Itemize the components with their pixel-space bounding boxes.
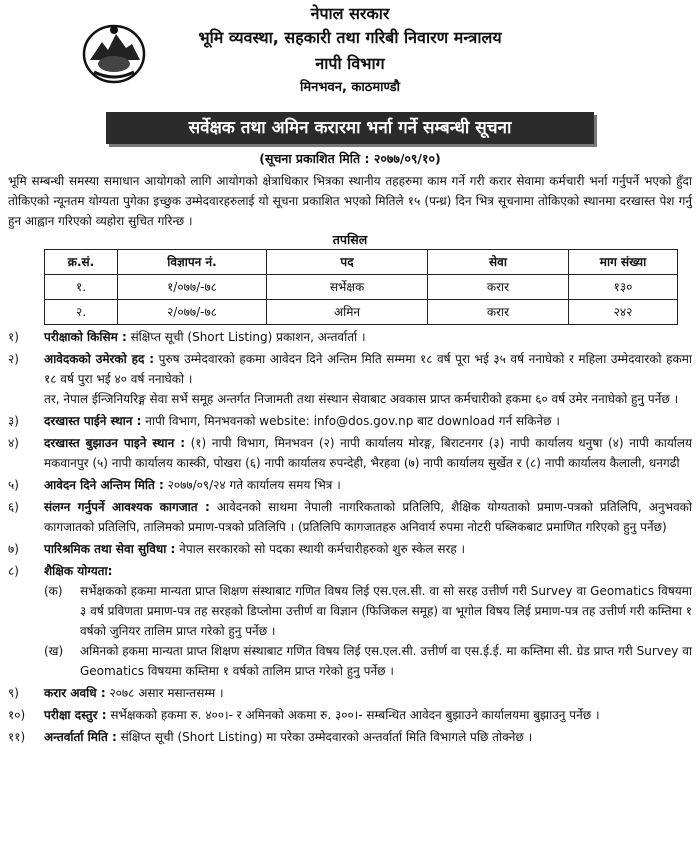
item-number: ११) xyxy=(8,729,26,744)
col-demand: माग संख्या xyxy=(569,249,678,274)
govt-title: नेपाल सरकार xyxy=(310,4,390,23)
col-post: पद xyxy=(267,249,428,274)
item-extra: तर, नेपाल ईन्जिनियरिङ्ग सेवा सर्भे समूह अन्तर्गत निजामती तथा संस्थान सेवाबाट अवकास प्राप्त कर्मचारीको हकमा ६० वर्ष उमेर ननाघेको हुनु पर्नेछ । xyxy=(44,391,679,406)
item-number: ३) xyxy=(8,413,19,428)
table-header-row xyxy=(45,249,678,274)
item-text: संक्षिप्त सूची (Short Listing) मा परेका उम्मेदवारको अन्तर्वार्ता मिति विभागले पछि तोक्नेछ । xyxy=(116,729,533,744)
list-item xyxy=(8,327,692,347)
notice-banner: सर्वेक्षक तथा अमिन करारमा भर्ना गर्ने सम्बन्धी सूचना xyxy=(106,112,594,144)
publish-date: (सूचना प्रकाशित मिति : २०७७/०९/१०) xyxy=(259,151,441,166)
cell: करार xyxy=(428,299,569,324)
item-label: परीक्षा दस्तुर : xyxy=(44,707,107,722)
item-text: सर्भेक्षकको हकमा रु. ४००।- र अमिनको अकमा रु. ३००।- सम्बन्धित आवेदन बुझाउने कार्यालयमा बुझाउनु पर्नेछ । xyxy=(106,707,600,722)
cell: २४२ xyxy=(569,299,678,324)
item-text: आवेदनको साथमा नेपाली नागरिकताको प्रतिलिपि, शैक्षिक योग्यताको प्रमाण-पत्रको प्रतिलिपि, अनुभवको कागजातको प्रतिलिपि, तालिमको प्रमाण-पत्रको प्रतिलिपि । (प्रतिलिपि कागजातहरु अनिवार्य रुपमा नोटरी पब्लिकबाट प्रमाणित गरिएको हुनु पर्नेछ) xyxy=(44,499,692,534)
cell: २. xyxy=(45,299,118,324)
ministry-title: भूमि व्यवस्था, सहकारी तथा गरिबी निवारण मन्त्रालय xyxy=(198,28,502,47)
item-label: पारिश्रमिक तथा सेवा सुविधा : xyxy=(44,541,176,556)
cell: सर्भेक्षक xyxy=(267,274,428,299)
list-item xyxy=(8,475,692,495)
item-number: ५) xyxy=(8,477,19,492)
item-text: पुरुष उम्मेदवारको हकमा आवेदन दिने अन्तिम मिति सम्ममा १८ वर्ष पूरा भई ३५ वर्ष ननाघेको र महिला उम्मेदवारको हकमा १८ वर्ष पुरा भई ४० वर्ष ननाघेको । xyxy=(44,351,692,386)
cell: १३० xyxy=(569,274,678,299)
item-number: २) xyxy=(8,351,19,366)
item-text: २०७७/०९/२४ गते कार्यालय समय भित्र । xyxy=(163,477,341,492)
cell: अमिन xyxy=(267,299,428,324)
item-text: संक्षिप्त सूची (Short Listing) प्रकाशन, अन्तर्वार्ता । xyxy=(126,329,366,344)
col-ad-no: विज्ञापन नं. xyxy=(118,249,267,274)
item-label: आवेदकको उमेरको हद : xyxy=(44,351,155,366)
list-item xyxy=(8,705,692,725)
table-row xyxy=(45,274,678,299)
address: मिनभवन, काठमाण्डौ xyxy=(300,80,400,95)
list-item xyxy=(8,497,692,537)
item-text: (१) नापी विभाग, मिनभवन (२) नापी कार्यालय मोरङ्ग, बिराटनगर (३) नापी कार्यालय धनुषा (४) नापी कार्यालय मकवानपुर (५) नापी कार्यालय कास्की, पोखरा (६) नापी कार्यालय रुपन्देही, भैरहवा (७) नापी कार्यालय सुर्खेत र (८) नापी कार्यालय कैलाली, धनगढी xyxy=(44,435,692,470)
annex-heading: तपसिल xyxy=(332,231,368,247)
item-label: दरखास्त बुझाउन पाइने स्थान : xyxy=(44,435,185,450)
item-number: ४) xyxy=(8,435,19,450)
sub-item xyxy=(8,581,692,641)
cell: १/०७७/-७८ xyxy=(118,274,267,299)
col-service: सेवा xyxy=(428,249,569,274)
department-title: नापी विभाग xyxy=(315,54,385,73)
header xyxy=(8,0,692,112)
cell: करार xyxy=(428,274,569,299)
item-label: अन्तर्वार्ता मिति : xyxy=(44,729,117,744)
sub-item-number: (क) xyxy=(44,583,63,598)
cell: १. xyxy=(45,274,118,299)
item-label: आवेदन दिने अन्तिम मिति : xyxy=(44,477,164,492)
item-number: ९) xyxy=(8,685,19,700)
item-label: परीक्षाको किसिम : xyxy=(44,329,127,344)
item-number: ८) xyxy=(8,563,19,578)
item-text: नेपाल सरकारको सो पदका स्थायी कर्मचारीहरुको शुरु स्केल सरह । xyxy=(175,541,466,556)
item-label: संलग्न गर्नुपर्ने आवश्यक कागजात : xyxy=(44,499,210,514)
cell: २/०७७/-७८ xyxy=(118,299,267,324)
vacancy-table xyxy=(44,249,678,325)
sub-item xyxy=(8,641,692,681)
item-text: २०७८ असार मसान्तसम्म । xyxy=(105,685,224,700)
list-item xyxy=(8,561,692,581)
intro-paragraph: भूमि सम्बन्धी समस्या समाधान आयोगको लागि आयोगको क्षेत्राधिकार भित्रका स्थानीय तहहरुमा काम गर्ने गरी करार सेवामा कर्मचारी भर्ना गर्नुपर्ने भएको हुँदा तोकिएको न्यूनतम योग्यता पुगेका इच्छुक उम्मेदवारहरुलाई यो सूचना प्रकाशित भएको मितिले १५ (पन्ध्र) दिन भित्र सूचनामा तोकिएको स्थानमा दरखास्त पेश गर्नु हुन आह्वान गरिएको व्यहोरा सुचित गरिन्छ । xyxy=(8,173,692,228)
item-text: नापी विभाग, मिनभवनको website: info@dos.gov.np बाट download गर्न सकिनेछ । xyxy=(141,413,560,428)
col-sn: क्र.सं. xyxy=(45,249,118,274)
list-item xyxy=(8,349,692,409)
sub-item-text: अमिनको हकमा मान्यता प्राप्त शिक्षण संस्थाबाट गणित विषय लिई एस.एल.सी. उत्तीर्ण वा एस.ई.ई. मा कम्तिमा सी. ग्रेड प्राप्त गरी Survey वा Geomatics विषयमा कम्तिमा १ वर्षको तालिम प्राप्त गरेको हुनु पर्नेछ । xyxy=(80,643,692,678)
item-label: दरखास्त पाईने स्थान : xyxy=(44,413,142,428)
table-row xyxy=(45,299,678,324)
sub-item-number: (ख) xyxy=(44,643,64,658)
item-number: १) xyxy=(8,329,19,344)
list-item xyxy=(8,539,692,559)
item-label: शैक्षिक योग्यता: xyxy=(44,563,113,578)
list-item xyxy=(8,727,692,747)
sub-item-text: सर्भेक्षकको हकमा मान्यता प्राप्त शिक्षण संस्थाबाट गणित विषय लिई एस.एल.सी. वा सो सरह उत्तीर्ण गरी Survey वा Geomatics विषयमा ३ वर्ष प्रविणता प्रमाण-पत्र तह सरहको डिप्लोमा उत्तीर्ण वा विज्ञान (फिजिकल समूह) वा भूगोल विषय लिई प्रमाण-पत्र तह उत्तीर्ण गरी कम्तिमा १ वर्षको जुनियर तालिम प्राप्त गरेको हुनु पर्नेछ । xyxy=(80,583,692,638)
list-item xyxy=(8,683,692,703)
item-number: ६) xyxy=(8,499,19,514)
item-number: ७) xyxy=(8,541,19,556)
item-label: करार अवधि : xyxy=(44,685,106,700)
list-item xyxy=(8,433,692,473)
list-item xyxy=(8,411,692,431)
item-number: १०) xyxy=(8,707,26,722)
